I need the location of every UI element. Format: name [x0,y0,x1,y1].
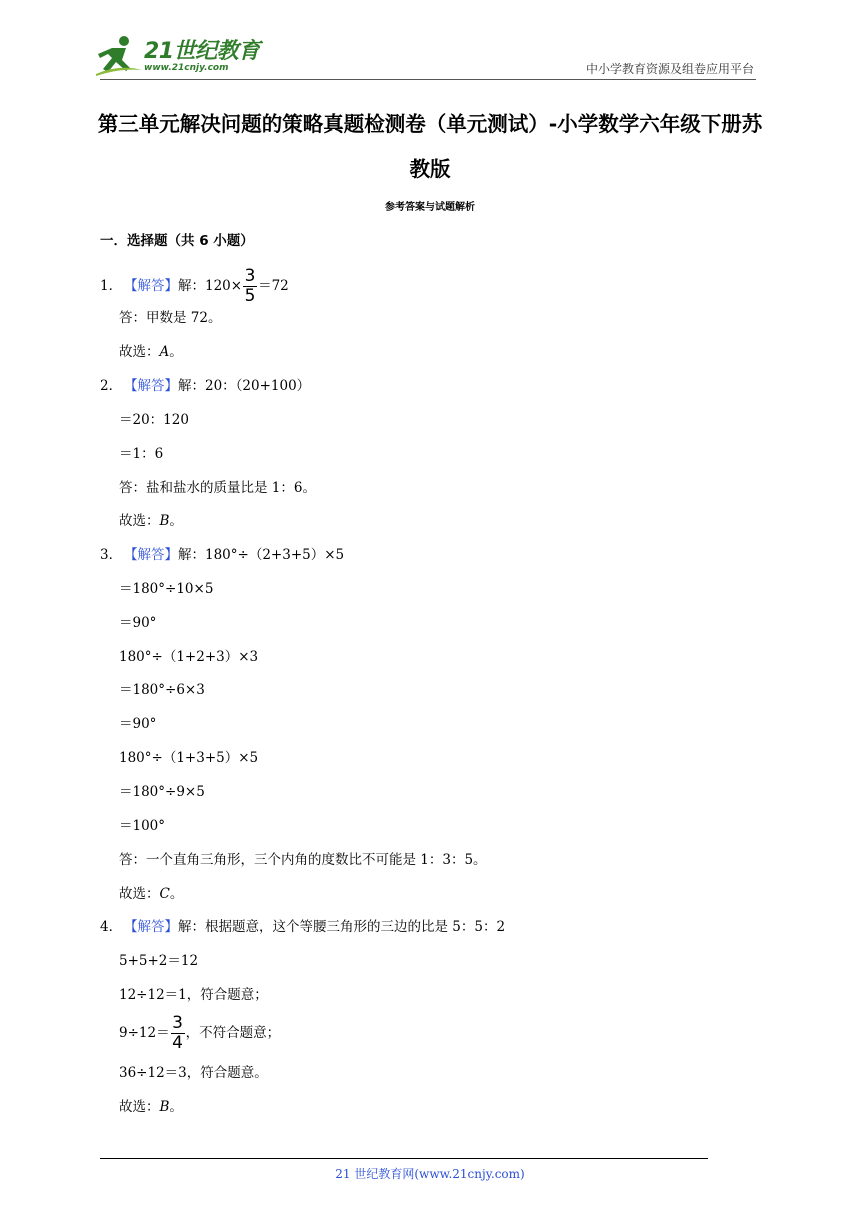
header-platform-text: 中小学教育资源及组卷应用平台 [585,62,754,76]
footer-divider [100,1158,708,1159]
choice-label: 故选： [119,886,160,902]
q2-number: 2． [100,378,123,394]
footer-link[interactable]: 21 世纪教育网(www.21cnjy.com) [335,1167,525,1181]
choice-end: 。 [169,1099,183,1115]
logo-text: 21世纪教育 [144,39,260,64]
choice-label: 故选： [119,344,160,360]
logo-url: www.21cnjy.com [144,63,229,73]
q1-result: ＝72 [258,278,289,294]
section-heading: 一．选择题（共 6 小题） [100,233,254,249]
document-title: 第三单元解决问题的策略真题检测卷（单元测试）-小学数学六年级下册苏教版 [97,112,763,181]
q3-answer-tag: 【解答】 [124,547,178,563]
q4-step: 5+5+2＝12 [119,953,199,969]
q2-answer-line [100,377,310,395]
q4-expression: 解：根据题意，这个等腰三角形的三边的比是 5：5：2 [178,919,506,935]
q4-choice-line [119,1098,183,1116]
q1-number: 1． [100,278,123,294]
q1-expression: 解：120× [178,278,243,294]
q4-step: 36÷12＝3，符合题意。 [119,1065,268,1081]
q3-number: 3． [100,547,123,563]
choice-label: 故选： [119,1099,160,1115]
q3-step: 180°÷（1+3+5）×5 [119,750,259,766]
q2-answer-tag: 【解答】 [124,378,178,394]
q1-choice-line [119,343,183,361]
page-header [0,0,860,82]
q3-step: ＝100° [119,818,166,834]
q2-choice-line [119,512,183,530]
logo [94,34,264,78]
q3-step: ＝90° [119,716,157,732]
q3-choice: C [159,886,170,902]
q1-answer-tag: 【解答】 [124,278,178,294]
q4-fraction-line [119,1015,280,1052]
header-divider [100,79,756,80]
q3-step: ＝180°÷10×5 [119,581,214,597]
document-subtitle: 参考答案与试题解析 [385,202,475,213]
q3-step: ＝90° [119,615,157,631]
q2-step: ＝1：6 [119,446,164,462]
q4-number: 4． [100,919,123,935]
q3-step: ＝180°÷6×3 [119,682,205,698]
q2-choice: B [159,513,170,529]
q2-step: ＝20：120 [119,412,189,428]
q1-fraction [243,268,257,305]
q3-step: ＝180°÷9×5 [119,784,205,800]
q3-choice-line [119,885,183,903]
q3-conclusion: 答：一个直角三角形，三个内角的度数比不可能是 1：3：5。 [119,852,487,868]
fraction-numerator: 3 [244,266,256,286]
q1-answer-line [100,268,289,305]
q2-expression: 解：20：（20+100） [178,378,311,394]
q4-expression-post: ，不符合题意； [185,1025,281,1041]
choice-end: 。 [169,344,183,360]
q4-answer-line [100,918,505,936]
q4-answer-tag: 【解答】 [124,919,178,935]
fraction-numerator: 3 [172,1013,183,1033]
q4-step: 12÷12＝1，符合题意； [119,987,268,1003]
q3-step: 180°÷（1+2+3）×3 [119,649,259,665]
choice-end: 。 [169,513,183,529]
runner-logo-icon [94,34,144,78]
fraction-denominator: 4 [172,1033,183,1053]
q1-conclusion: 答：甲数是 72。 [119,310,222,326]
q4-fraction [171,1015,185,1052]
q3-answer-line [100,546,344,564]
q4-expression-pre: 9÷12＝ [119,1025,170,1041]
choice-label: 故选： [119,513,160,529]
q2-conclusion: 答：盐和盐水的质量比是 1：6。 [119,480,316,496]
choice-end: 。 [169,886,184,902]
q4-choice: B [159,1099,170,1115]
fraction-denominator: 5 [244,286,256,306]
q3-expression: 解：180°÷（2+3+5）×5 [178,547,345,563]
q1-choice: A [159,344,170,360]
